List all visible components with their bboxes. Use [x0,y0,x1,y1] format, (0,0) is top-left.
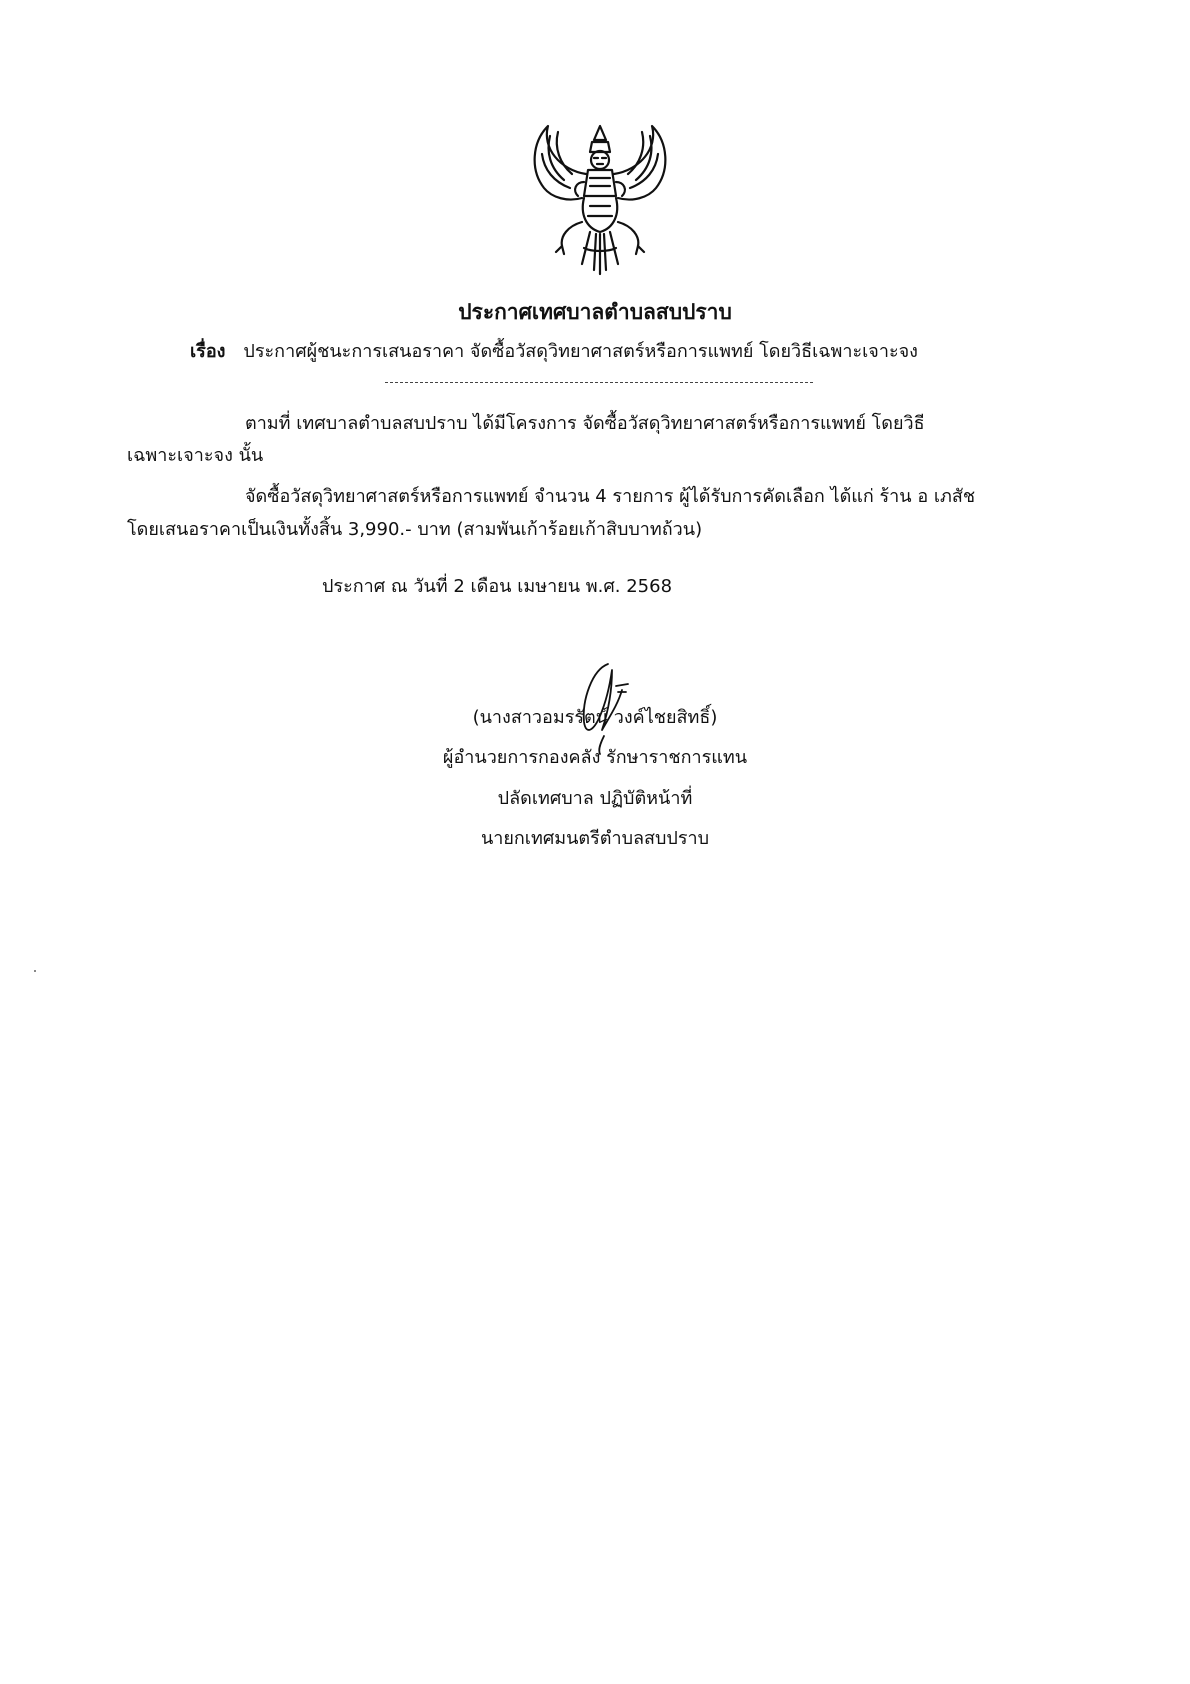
divider-line [385,382,813,383]
subject-text: ประกาศผู้ชนะการเสนอราคา จัดซื้อวัสดุวิทยาศาสตร์หรือการแพทย์ โดยวิธีเฉพาะเจาะจง [243,341,918,362]
signatory-position-2: ปลัดเทศบาล ปฏิบัติหน้าที่ [497,788,693,809]
paragraph1-line2: เฉพาะเจาะจง นั้น [127,445,264,466]
subject-label: เรื่อง [190,341,226,362]
paragraph2-line1: จัดซื้อวัสดุวิทยาศาสตร์หรือการแพทย์ จำนวน 4 รายการ ผู้ได้รับการคัดเลือก ได้แก่ ร้าน อ เภสัช [245,486,976,507]
signatory-position-1: ผู้อำนวยการกองคลัง รักษาราชการแทน [442,747,748,768]
paragraph1-line1: ตามที่ เทศบาลตำบลสบปราบ ได้มีโครงการ จัดซื้อวัสดุวิทยาศาสตร์หรือการแพทย์ โดยวิธี [245,413,925,434]
subject-line [190,336,918,365]
signatory-position-3: นายกเทศมนตรีตำบลสบปราบ [480,828,710,849]
announcement-title: ประกาศเทศบาลตำบลสบปราบ [458,300,732,324]
announce-date: ประกาศ ณ วันที่ 2 เดือน เมษายน พ.ศ. 2568 [322,576,673,597]
scan-speck [34,970,36,972]
garuda-emblem-icon [520,118,680,278]
signatory-name: (นางสาวอมรรัตน์ วงค์ไชยสิทธิ์) [472,707,718,728]
paragraph2-line2: โดยเสนอราคาเป็นเงินทั้งสิ้น 3,990.- บาท (สามพันเก้าร้อยเก้าสิบบาทถ้วน) [127,519,703,540]
